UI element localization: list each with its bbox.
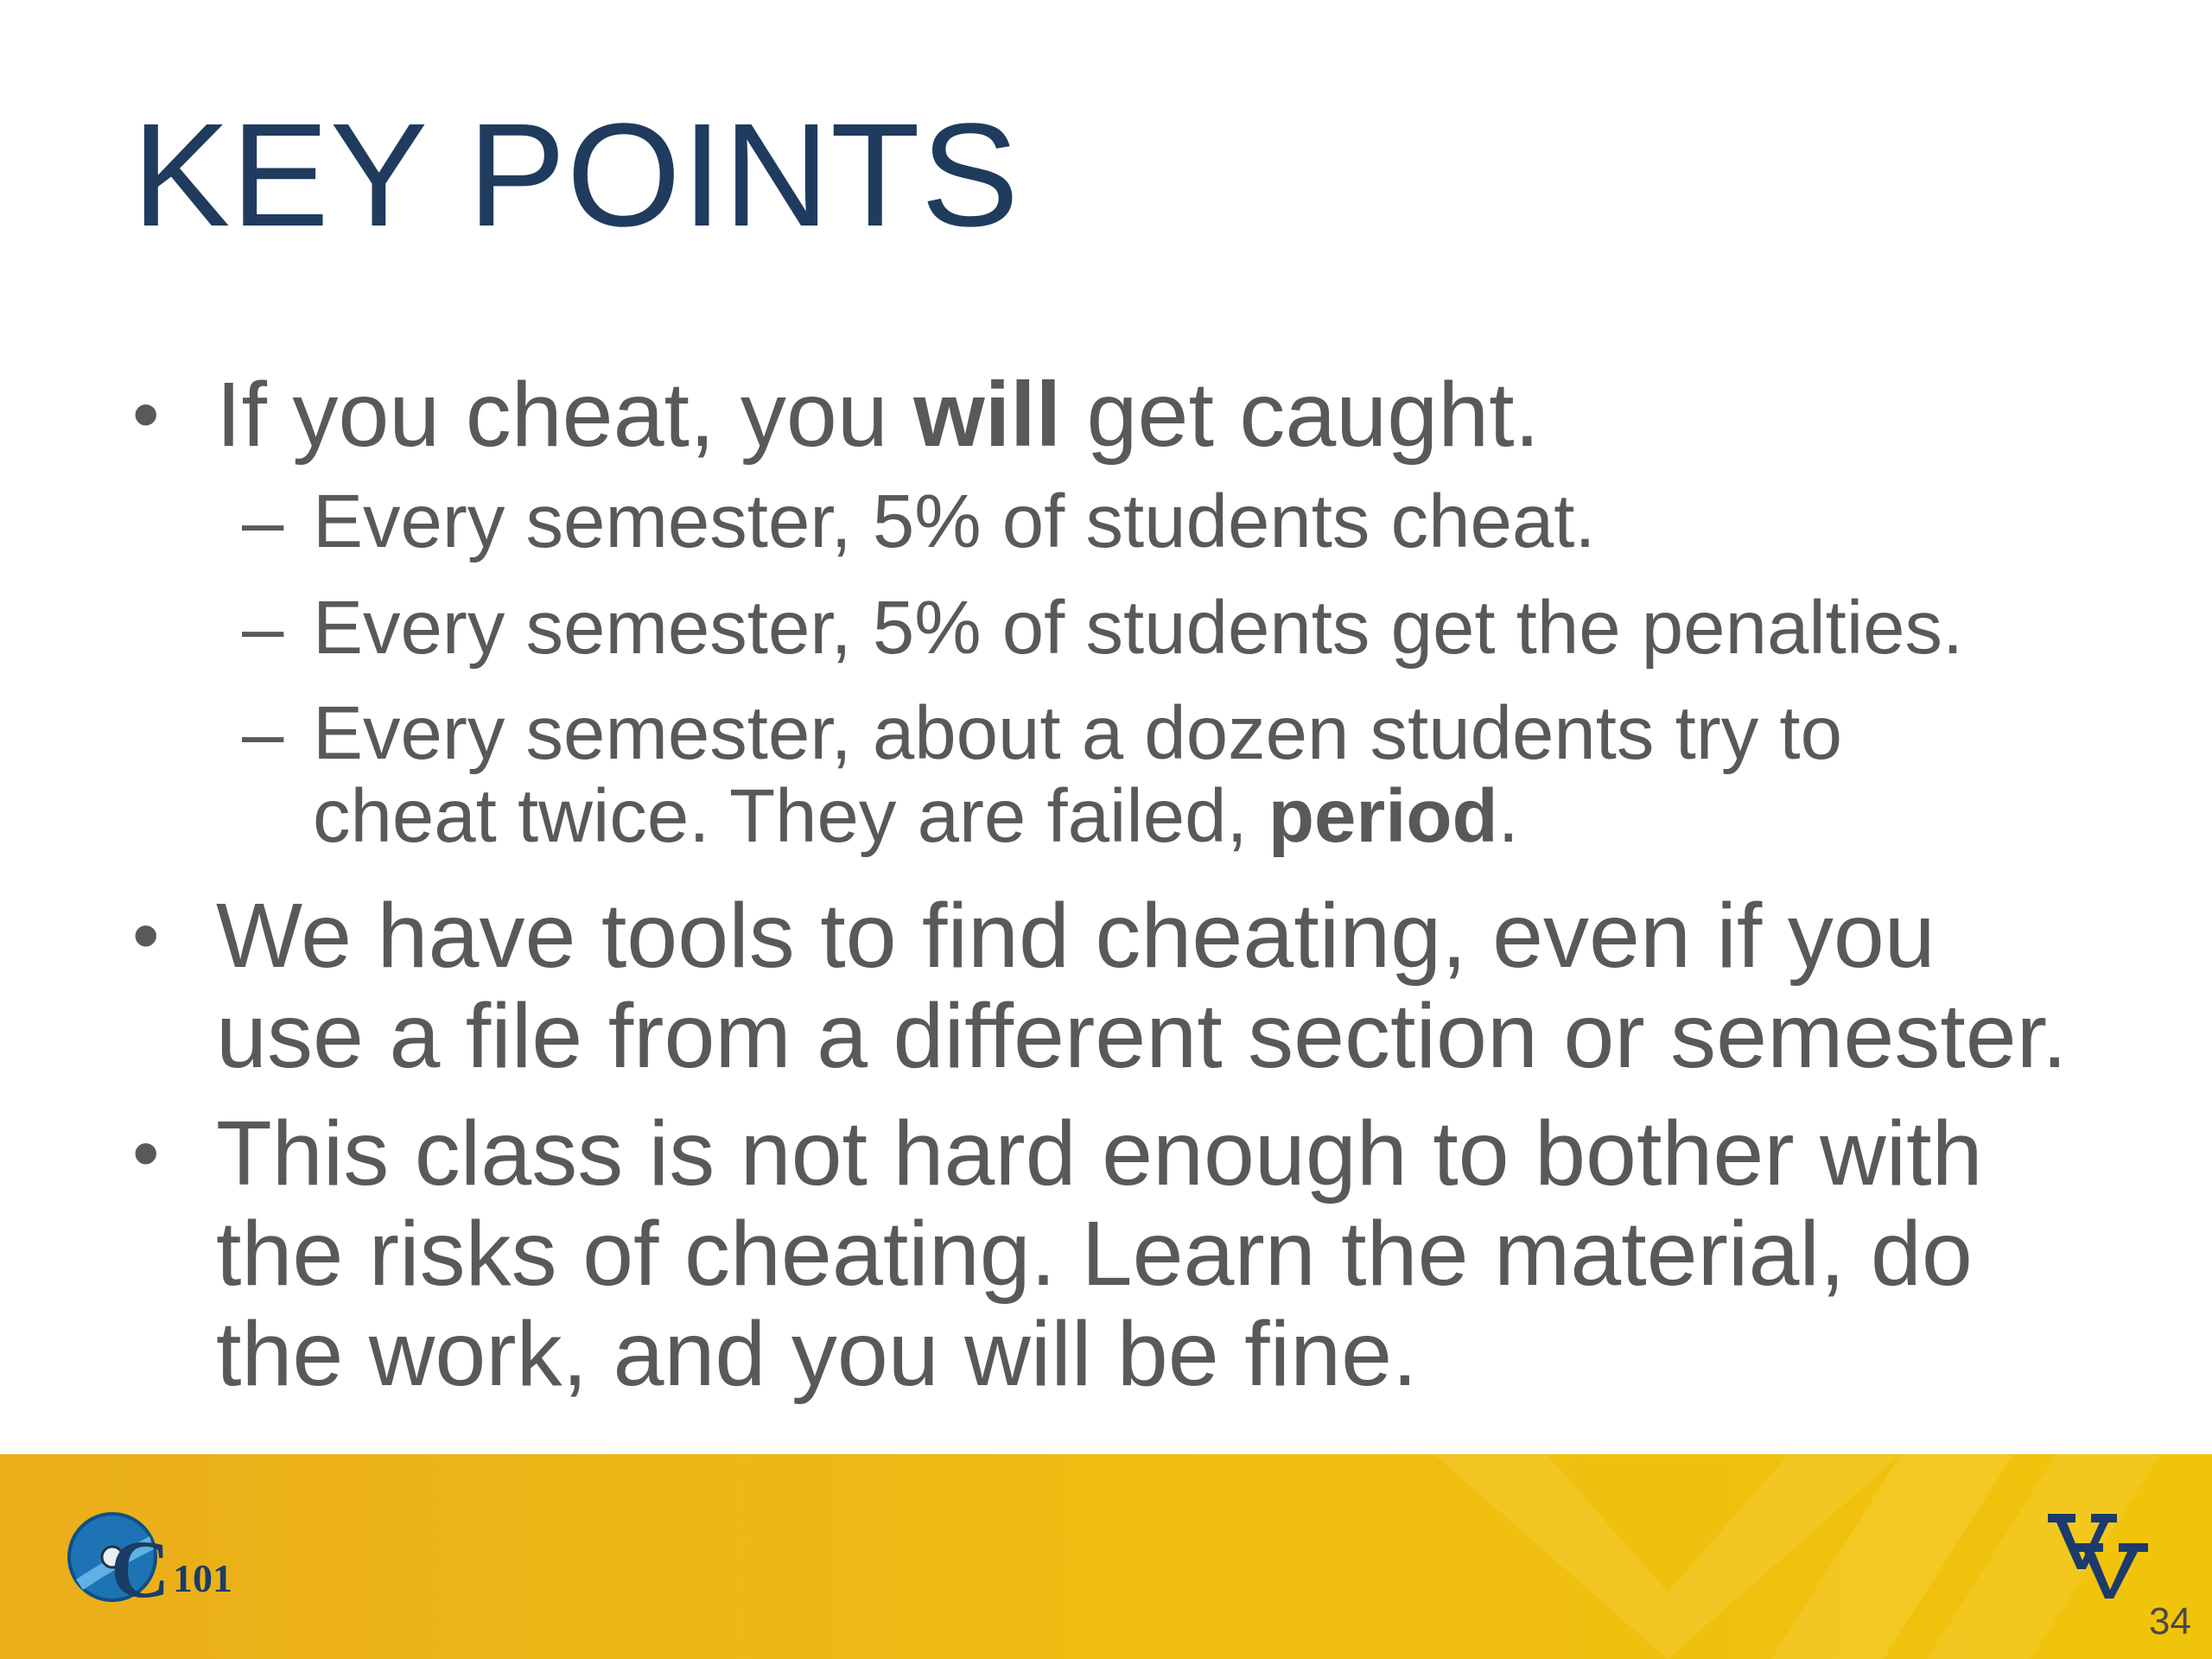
footer-chevron-pattern	[0, 1454, 2212, 1659]
sub-bullet-dash: –	[242, 691, 284, 775]
sub-bullet-item: – Every semester, about a dozen students try to cheat twice. They are failed, period.	[242, 691, 1842, 858]
cs101-disc-logo-icon	[67, 1510, 180, 1605]
sub-bullet-item: – Every semester, 5% of students cheat.	[242, 480, 1596, 563]
slide-title: KEY POINTS	[132, 93, 1020, 257]
bullet-item-caught: • If you cheat, you will get caught.	[132, 364, 1541, 466]
sub-bullet-dash: –	[242, 480, 284, 563]
bullet-dot: •	[132, 1110, 160, 1197]
page-number: 34	[2149, 1600, 2191, 1643]
bullet-item-class: • This class is not hard enough to bother with the risks of cheating. Learn the material, do the work, and you will be fine.	[132, 1103, 1983, 1405]
emphasis-period: period	[1268, 774, 1498, 858]
cs101-logo-text: 101	[173, 1556, 232, 1600]
emphasis-will: will	[913, 364, 1062, 466]
bullet-dot: •	[132, 893, 160, 979]
wv-flying-wv-logo-icon	[2032, 1509, 2150, 1616]
sub-bullet-dash: –	[242, 586, 284, 670]
bullet-dot: •	[132, 372, 160, 458]
footer-band	[0, 1454, 2212, 1659]
svg-text:C: C	[111, 1523, 170, 1605]
bullet-item-tools: • We have tools to find cheating, even if you use a file from a different section or semester.	[132, 885, 2068, 1087]
cs101-logo	[67, 1510, 240, 1605]
sub-bullet-item: – Every semester, 5% of students get the penalties.	[242, 586, 1964, 670]
